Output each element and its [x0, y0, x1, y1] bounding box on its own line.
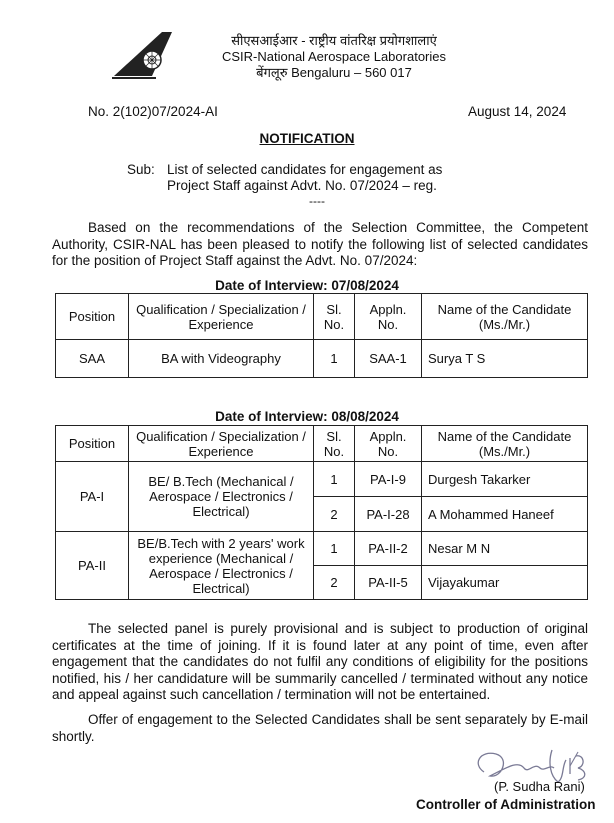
reference-number: No. 2(102)07/2024-AI — [88, 104, 218, 119]
interview2-table — [55, 425, 588, 600]
cell-appln-no: PA-II-2 — [355, 532, 422, 566]
interview1-title: Date of Interview: 07/08/2024 — [215, 278, 399, 293]
table-header-row — [56, 426, 588, 462]
cell-candidate: Surya T S — [422, 340, 588, 378]
cell-sl-no: 1 — [314, 340, 355, 378]
col-position: Position — [56, 294, 129, 340]
page-title: NOTIFICATION — [259, 131, 355, 146]
table-row — [56, 340, 588, 378]
cell-qualification: BE/B.Tech with 2 years' work experience (Mechanical / Aerospace / Electronics / Electrical) — [129, 532, 314, 600]
cell-candidate: A Mohammed Haneef — [422, 497, 588, 532]
interview2-title: Date of Interview: 08/08/2024 — [215, 409, 399, 424]
col-candidate: Name of the Candidate (Ms./Mr.) — [422, 294, 588, 340]
col-sl-no: Sl. No. — [314, 426, 355, 462]
table-header-row — [56, 294, 588, 340]
cell-appln-no: PA-I-28 — [355, 497, 422, 532]
header-block — [214, 33, 454, 81]
notification-date: August 14, 2024 — [468, 104, 567, 119]
table-row — [56, 462, 588, 497]
cell-sl-no: 2 — [314, 566, 355, 600]
subject-text: List of selected candidates for engagement as Project Staff against Advt. No. 07/2024 – reg. — [167, 162, 443, 193]
signatory-name: (P. Sudha Rani) — [494, 779, 585, 794]
cell-candidate: Nesar M N — [422, 532, 588, 566]
col-position: Position — [56, 426, 129, 462]
cell-sl-no: 1 — [314, 462, 355, 497]
cell-candidate: Durgesh Takarker — [422, 462, 588, 497]
cell-appln-no: PA-II-5 — [355, 566, 422, 600]
provisional-paragraph-text: The selected panel is purely provisional and is subject to production of original certificates at the time of joining. If it is found later at any point of time, even after engagement that the candidates do not fulfil any conditions of eligibility for the positions notified, his / her candidature will be summarily cancelled / terminated without any notice and appeal against such cancellation / termination will not be entertained. — [52, 621, 588, 702]
cell-sl-no: 2 — [314, 497, 355, 532]
cell-candidate: Vijayakumar — [422, 566, 588, 600]
cell-sl-no: 1 — [314, 532, 355, 566]
col-qualification: Qualification / Specialization / Experience — [129, 426, 314, 462]
nal-aircraft-tail-logo — [112, 26, 174, 80]
cell-position: PA-I — [56, 462, 129, 532]
org-name-english: CSIR-National Aerospace Laboratories — [221, 49, 446, 64]
col-qualification: Qualification / Specialization / Experience — [129, 294, 314, 340]
cell-qualification: BE/ B.Tech (Mechanical / Aerospace / Electronics / Electrical) — [129, 462, 314, 532]
org-address: बेंगलूरु Bengaluru – 560 017 — [256, 65, 412, 80]
col-candidate: Name of the Candidate (Ms./Mr.) — [422, 426, 588, 462]
col-sl-no: Sl. No. — [314, 294, 355, 340]
col-appln-no: Appln. No. — [355, 426, 422, 462]
cell-position: PA-II — [56, 532, 129, 600]
org-name-hindi: सीएसआईआर - राष्ट्रीय वांतरिक्ष प्रयोगशालाएं — [231, 33, 437, 48]
cell-qualification: BA with Videography — [129, 340, 314, 378]
cell-appln-no: SAA-1 — [355, 340, 422, 378]
cell-position: SAA — [56, 340, 129, 378]
table-row — [56, 532, 588, 566]
intro-paragraph — [52, 220, 588, 270]
subject-label: Sub: — [127, 162, 155, 177]
provisional-paragraph — [52, 621, 588, 704]
interview1-table — [55, 293, 588, 378]
offer-paragraph-text: Offer of engagement to the Selected Candidates shall be sent separately by E-mail shortly. — [52, 712, 588, 744]
subject-separator: ---- — [309, 194, 325, 208]
cell-appln-no: PA-I-9 — [355, 462, 422, 497]
col-appln-no: Appln. No. — [355, 294, 422, 340]
intro-paragraph-text: Based on the recommendations of the Selection Committee, the Competent Authority, CSIR-NAL has been pleased to notify the following list of selected candidates for the position of Project Staff against the Advt. No. 07/2024: — [52, 220, 588, 268]
signatory-designation: Controller of Administration — [416, 797, 596, 812]
